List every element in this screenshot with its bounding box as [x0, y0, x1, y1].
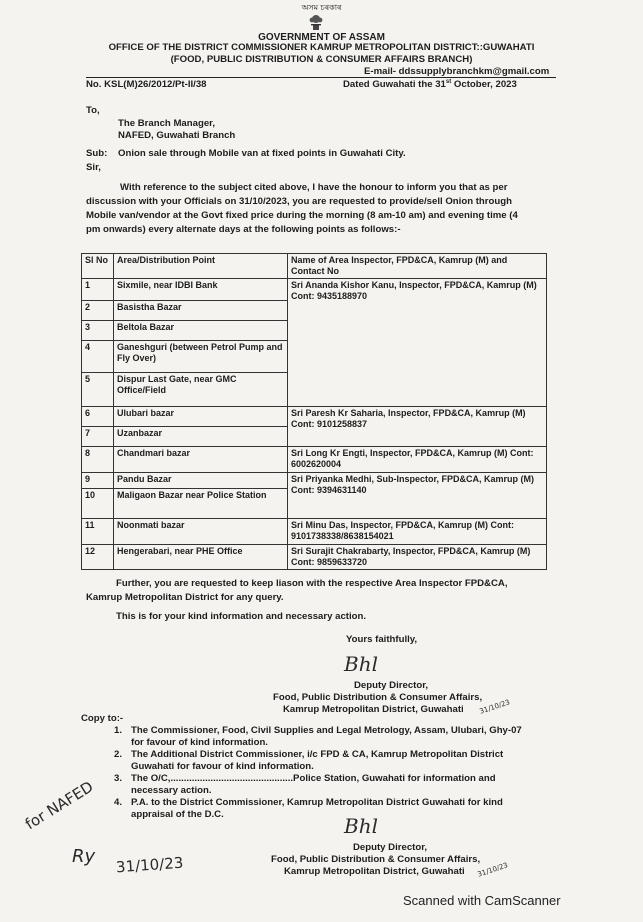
- copy-item-num: 4.: [114, 797, 123, 808]
- row-sl: 9: [82, 473, 114, 489]
- row-sl: 11: [82, 519, 114, 545]
- copy-item-line: The O/C,..............................................Police Station, Guwahati for information and: [131, 773, 496, 784]
- row-area: Sixmile, near IDBI Bank: [114, 279, 288, 301]
- row-sl: 3: [82, 321, 114, 341]
- copy-item-line: for favour of kind information.: [131, 737, 268, 748]
- row-sl: 2: [82, 301, 114, 321]
- row-area: Uzanbazar: [114, 427, 288, 447]
- row-area: Dispur Last Gate, near GMC Office/Field: [114, 373, 288, 407]
- row-inspector: Sri Ananda Kishor Kanu, Inspector, FPD&CA, Kamrup (M) Cont: 9435188970: [288, 279, 547, 407]
- row-inspector: Sri Long Kr Engti, Inspector, FPD&CA, Kamrup (M) Cont: 6002620004: [288, 447, 547, 473]
- row-area: Basistha Bazar: [114, 301, 288, 321]
- body-line-4: pm onwards) every alternate days at the following points as follows:-: [86, 224, 401, 235]
- header-inspector: Name of Area Inspector, FPD&CA, Kamrup (M) and Contact No: [288, 254, 547, 279]
- sig1-district: Kamrup Metropolitan District, Guwahati: [283, 704, 464, 715]
- closing-line-1: Further, you are requested to keep liason with the respective Area Inspector FPD&CA,: [116, 578, 508, 589]
- row-area: Beltola Bazar: [114, 321, 288, 341]
- sig2-date: 31/10/23: [476, 861, 509, 879]
- government-title: GOVERNMENT OF ASSAM: [258, 32, 385, 43]
- table-row: [82, 447, 547, 473]
- assamese-header: অসম চৰকাৰ: [301, 3, 342, 12]
- row-area: Noonmati bazar: [114, 519, 288, 545]
- yours-faithfully: Yours faithfully,: [346, 634, 418, 645]
- salutation: Sir,: [86, 162, 101, 173]
- body-line-3: Mobile van/vendor at the Govt fixed price during the morning (8 am-10 am) and evening time (4: [86, 210, 518, 221]
- copy-item-line: appraisal of the D.C.: [131, 809, 224, 820]
- sig2-dept: Food, Public Distribution & Consumer Affairs,: [271, 854, 481, 865]
- row-area: Ganeshguri (between Petrol Pump and Fly Over): [114, 341, 288, 373]
- signature-2: Bhl: [344, 814, 378, 838]
- sig1-date: 31/10/23: [478, 698, 511, 716]
- row-sl: 10: [82, 489, 114, 519]
- addressee-line2: NAFED, Guwahati Branch: [118, 130, 236, 141]
- copy-item-num: 3.: [114, 773, 123, 784]
- sig2-district: Kamrup Metropolitan District, Guwahati: [284, 866, 465, 877]
- row-sl: 6: [82, 407, 114, 427]
- row-inspector: Sri Surajit Chakrabarty, Inspector, FPD&CA, Kamrup (M) Cont: 9859633720: [288, 545, 547, 570]
- row-sl: 4: [82, 341, 114, 373]
- sig1-title: Deputy Director,: [354, 680, 429, 691]
- row-sl: 1: [82, 279, 114, 301]
- closing-line-2: Kamrup Metropolitan District for any query.: [86, 592, 284, 603]
- row-sl: 12: [82, 545, 114, 570]
- email-line: E-mail- ddssupplybranchkm@gmail.com: [364, 66, 550, 77]
- table-row: [82, 279, 547, 301]
- copy-to-label: Copy to:-: [81, 713, 124, 724]
- table-row: [82, 473, 547, 489]
- row-area: Chandmari bazar: [114, 447, 288, 473]
- copy-item-line: necessary action.: [131, 785, 212, 796]
- row-sl: 7: [82, 427, 114, 447]
- signature-1: Bhl: [344, 652, 378, 676]
- header-rule: [86, 77, 556, 78]
- row-inspector: Sri Priyanka Medhi, Sub-Inspector, FPD&CA, Kamrup (M) Cont: 9394631140: [288, 473, 547, 519]
- copy-item-line: The Additional District Commissioner, i/c FPD & CA, Kamrup Metropolitan District: [131, 749, 504, 760]
- subject-text: Onion sale through Mobile van at fixed points in Guwahati City.: [118, 148, 406, 159]
- camscanner-watermark: Scanned with CamScanner: [403, 893, 561, 908]
- row-sl: 5: [82, 373, 114, 407]
- addressee-line1: The Branch Manager,: [118, 118, 216, 129]
- office-title: OFFICE OF THE DISTRICT COMMISSIONER KAMRUP METROPOLITAN DISTRICT::GUWAHATI: [108, 42, 535, 53]
- row-area: Hengerabari, near PHE Office: [114, 545, 288, 570]
- body-line-1: With reference to the subject cited above, I have the honour to inform you that as per: [120, 182, 508, 193]
- reference-number: No. KSL(M)26/2012/Pt-II/38: [86, 79, 207, 90]
- copy-item-line: P.A. to the District Commissioner, Kamrup Metropolitan District Guwahati for kind: [131, 797, 503, 808]
- sig2-title: Deputy Director,: [353, 842, 428, 853]
- subject-label: Sub:: [86, 148, 108, 159]
- closing-line-3: This is for your kind information and necessary action.: [116, 611, 367, 622]
- row-area: Pandu Bazar: [114, 473, 288, 489]
- row-inspector: Sri Minu Das, Inspector, FPD&CA, Kamrup (M) Cont: 9101738338/8638154021: [288, 519, 547, 545]
- handwritten-date: 31/10/23: [115, 853, 184, 877]
- distribution-points-table: [81, 253, 547, 570]
- header-area: Area/Distribution Point: [114, 254, 288, 279]
- branch-title: (FOOD, PUBLIC DISTRIBUTION & CONSUMER AFFAIRS BRANCH): [170, 54, 473, 65]
- copy-item-line: Guwahati for favour of kind information.: [131, 761, 314, 772]
- table-row: [82, 519, 547, 545]
- table-row: [82, 545, 547, 570]
- to-label: To,: [86, 105, 100, 116]
- row-inspector: Sri Paresh Kr Saharia, Inspector, FPD&CA, Kamrup (M) Cont: 9101258837: [288, 407, 547, 447]
- table-header-row: [82, 254, 547, 279]
- handwritten-for-nafed: for NAFED: [22, 777, 97, 834]
- handwritten-initials: Ry: [72, 846, 96, 867]
- table-row: [82, 407, 547, 427]
- body-line-2: discussion with your Officials on 31/10/2023, you are requested to provide/sell Onion through: [86, 196, 512, 207]
- letter-date: Dated Guwahati the 31st October, 2023: [343, 79, 517, 91]
- header-sl-no: Sl No: [82, 254, 114, 279]
- copy-item-num: 2.: [114, 749, 123, 760]
- row-area: Ulubari bazar: [114, 407, 288, 427]
- row-area: Maligaon Bazar near Police Station: [114, 489, 288, 519]
- copy-item-line: The Commissioner, Food, Civil Supplies and Legal Metrology, Assam, Ulubari, Ghy-07: [131, 725, 522, 736]
- sig1-dept: Food, Public Distribution & Consumer Affairs,: [273, 692, 483, 703]
- copy-item-num: 1.: [114, 725, 123, 736]
- row-sl: 8: [82, 447, 114, 473]
- state-emblem-icon: [309, 13, 323, 31]
